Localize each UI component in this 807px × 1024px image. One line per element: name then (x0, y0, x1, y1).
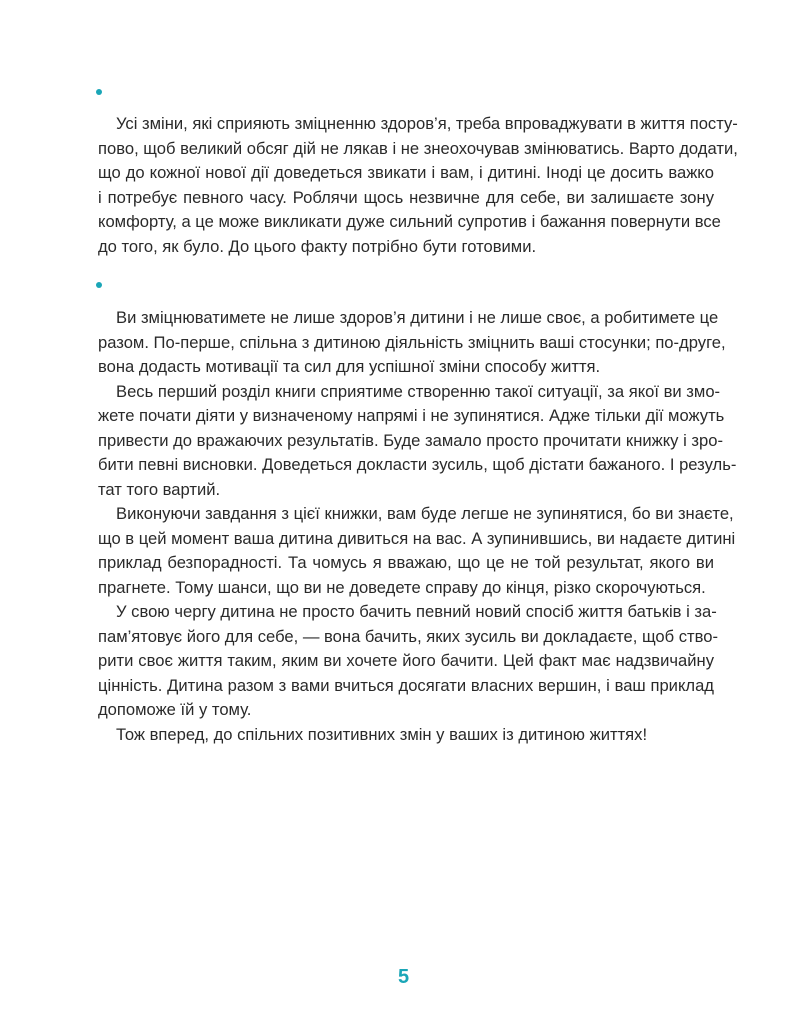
text-line: Ви зміцнюватимете не лише здоров’я дитини і не лише своє, а робитимете це (116, 308, 719, 327)
text-line: бити певні висновки. Доведеться докласти зусиль, щоб дістати бажаного. І резуль- (98, 455, 737, 474)
text-line: комфорту, а це може викликати дуже сильний супротив і бажання повернути все (98, 212, 721, 231)
text-line: приклад безпорадності. Та чомусь я вважаю, що це не той результат, якого ви (98, 553, 714, 572)
page-number: 5 (397, 966, 410, 988)
text-line: пам’ятовує його для себе, — вона бачить, яких зусиль ви докладаєте, щоб ство- (98, 626, 719, 646)
text-line: тат того вартий. (98, 479, 221, 499)
text-line: допоможе їй у тому. (98, 700, 252, 719)
text-line: жете почати діяти у визначеному напрямі і не зупинятися. Адже тільки дії можуть (98, 406, 725, 425)
text-line: цінність. Дитина разом з вами вчиться досягати власних вершин, і ваш приклад (98, 675, 714, 695)
text-line: що в цей момент ваша дитина дивиться на вас. А зупинившись, ви надаєте дитині (98, 528, 736, 548)
section-2-paragraph-2 (98, 380, 737, 503)
section-bullet-1 (96, 89, 102, 95)
text-line: що до кожної нової дії доведеться звикати і вам, і дитині. Іноді це досить важко (98, 163, 714, 182)
text-line: У свою чергу дитина не просто бачить певний новий спосіб життя батьків і за- (116, 602, 717, 621)
text-line: Весь перший розділ книги сприятиме створенню такої ситуації, за якої ви змо- (116, 381, 721, 401)
text-line: вона додасть мотивації та сил для успішної зміни способу життя. (98, 357, 601, 376)
section-2-paragraph-3 (98, 502, 736, 600)
text-line: Тож вперед, до спільних позитивних змін у ваших із дитиною життях! (116, 724, 648, 744)
text-line: привести до вражаючих результатів. Буде замало просто прочитати книжку і зро- (98, 430, 723, 450)
text-line: і потребує певного часу. Роблячи щось незвичне для себе, ви залишаєте зону (98, 187, 714, 207)
text-line: прагнете. Тому шанси, що ви не доведете справу до кінця, різко скорочуються. (98, 577, 706, 597)
text-line: пово, щоб великий обсяг дій не лякав і не знеохочував змінюватись. Варто додати, (98, 138, 738, 158)
section-2-paragraph-5 (98, 723, 714, 748)
section-1-paragraph (98, 112, 738, 259)
text-line: рити своє життя таким, яким ви хочете його бачити. Цей факт має надзвичайну (98, 651, 714, 670)
text-line: до того, як було. До цього факту потрібно бути готовими. (98, 236, 537, 256)
section-2-paragraph-4 (98, 600, 719, 723)
text-line: разом. По-перше, спільна з дитиною діяльність зміцнить ваші стосунки; по-друге, (98, 332, 726, 352)
text-line: Виконуючи завдання з цієї книжки, вам буде легше не зупинятися, бо ви знаєте, (116, 504, 734, 523)
section-2-paragraph-1 (98, 306, 726, 380)
section-bullet-2 (96, 282, 102, 288)
text-line: Усі зміни, які сприяють зміцненню здоров’я, треба впроваджувати в життя посту- (116, 114, 738, 133)
